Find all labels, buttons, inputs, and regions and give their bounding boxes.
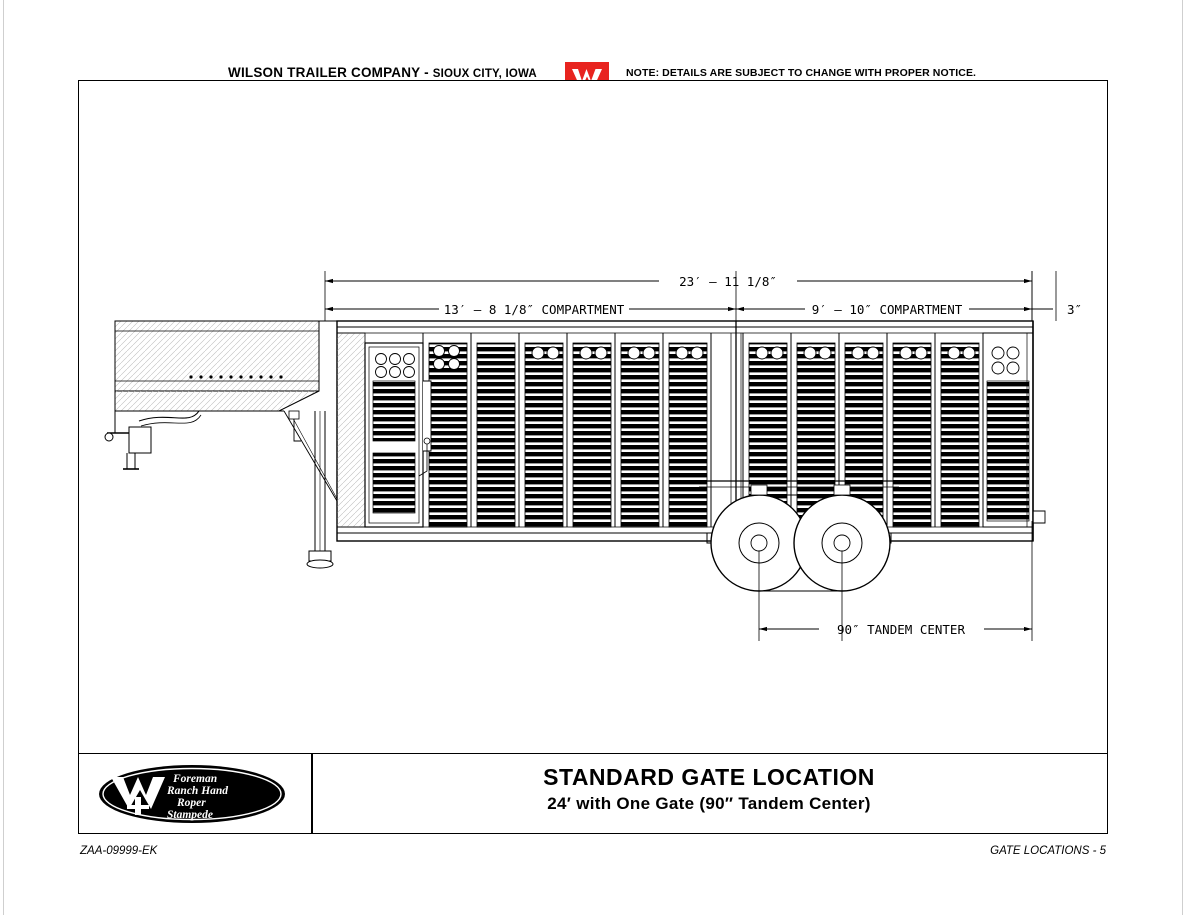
company-city: SIOUX CITY, IOWA xyxy=(432,68,537,80)
title-block xyxy=(79,753,1107,833)
dim-tandem-center-label: 90″ TANDEM CENTER xyxy=(837,622,965,637)
svg-text:Stampede: Stampede xyxy=(167,809,213,821)
drawing-number: ZAA-09999-EK xyxy=(80,845,158,857)
company-name xyxy=(228,65,537,80)
dim-tail-label: 3″ xyxy=(1067,302,1083,317)
wilson-oval-badge-icon xyxy=(97,763,287,825)
drawing-subtitle: 24′ with One Gate (90″ Tandem Center) xyxy=(547,794,871,813)
dim-overall-label: 23′ – 11 1/8″ xyxy=(679,274,777,289)
page-edge-right xyxy=(1182,0,1183,915)
svg-text:Roper: Roper xyxy=(177,797,206,809)
company-name-text: WILSON TRAILER COMPANY - xyxy=(228,65,429,80)
svg-text:Foreman: Foreman xyxy=(173,773,218,785)
trailer-drawing xyxy=(79,81,1109,755)
svg-text:Ranch Hand: Ranch Hand xyxy=(167,785,229,797)
drawing-frame xyxy=(78,80,1108,834)
dim-rear-compartment-label: 9′ – 10″ COMPARTMENT xyxy=(811,302,963,317)
header-note: NOTE: DETAILS ARE SUBJECT TO CHANGE WITH PROPER NOTICE. xyxy=(626,67,977,79)
dim-front-compartment-label: 13′ – 8 1/8″ COMPARTMENT xyxy=(443,302,625,317)
page-edge-left xyxy=(3,0,4,915)
drawing-title: STANDARD GATE LOCATION xyxy=(543,764,875,790)
page-label: GATE LOCATIONS - 5 xyxy=(990,845,1106,857)
